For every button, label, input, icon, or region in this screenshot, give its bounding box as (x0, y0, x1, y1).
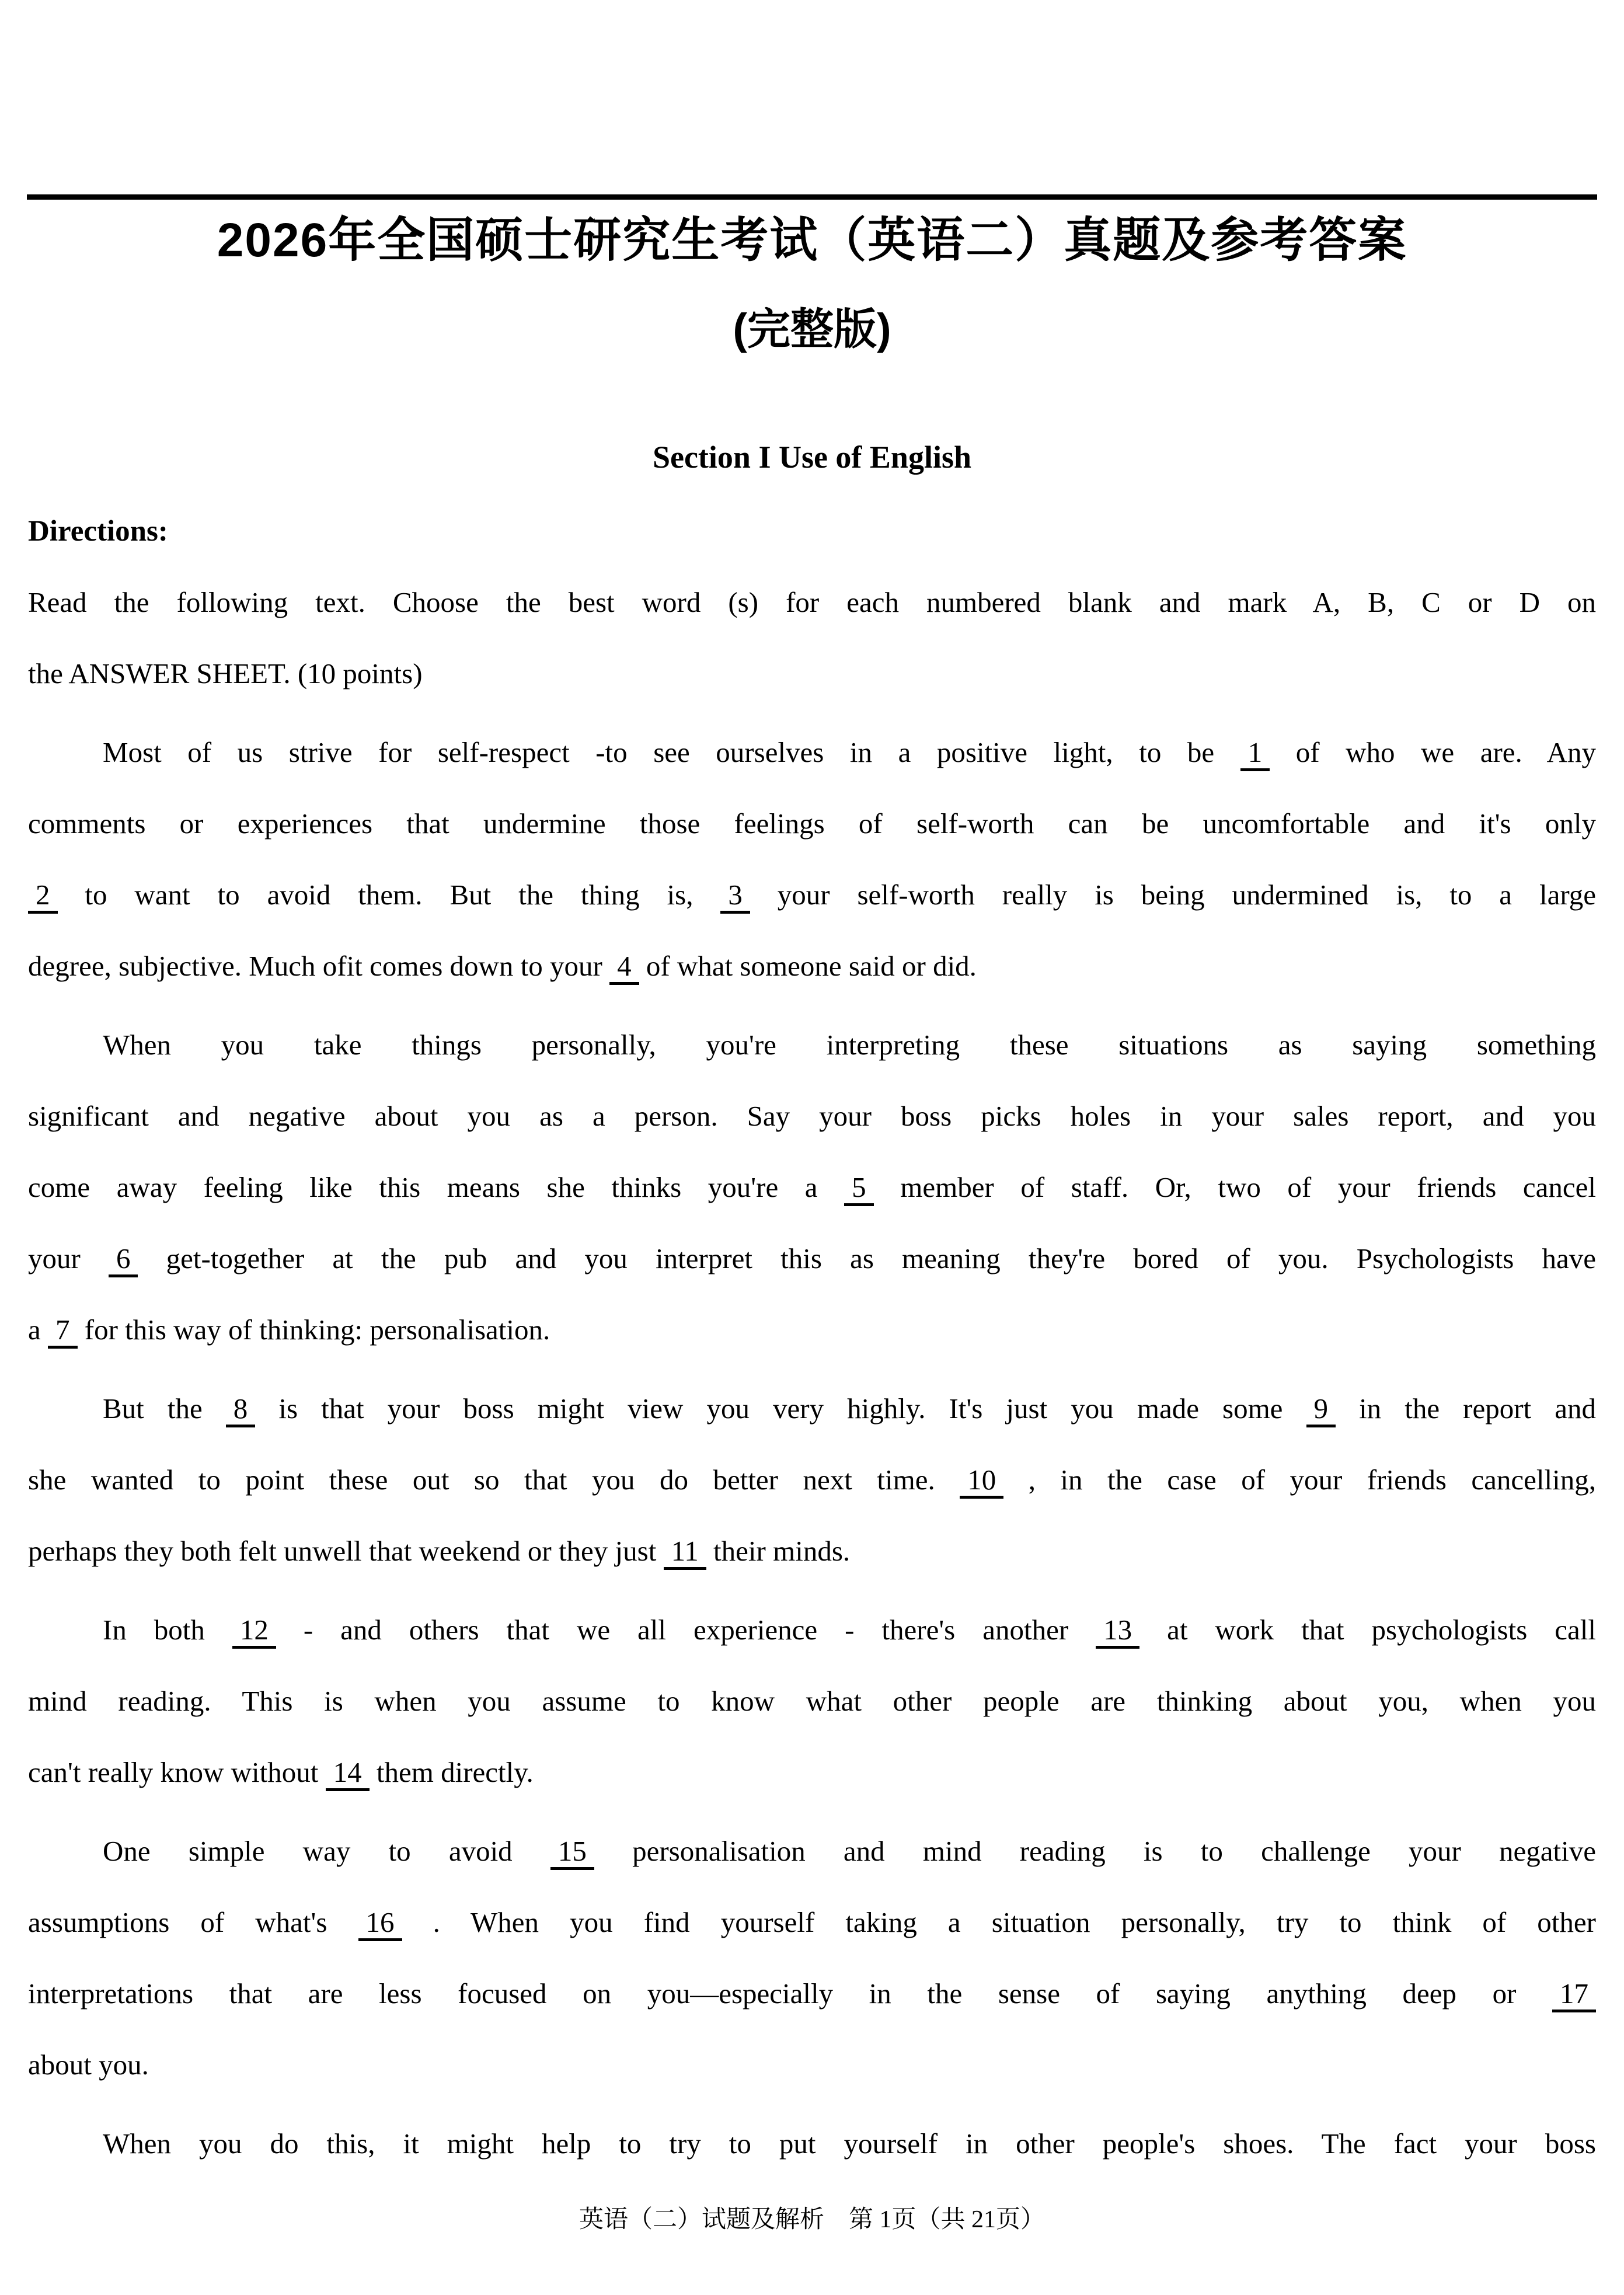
text-segment: is that your boss might view you very highly. It's just you made some (255, 1392, 1306, 1425)
blank-12: 12 (232, 1614, 276, 1649)
blank-8: 8 (226, 1392, 256, 1427)
text-line (28, 1444, 1596, 1516)
text-segment: them directly. (369, 1756, 534, 1788)
text-segment: at work that psychologists call (1139, 1614, 1596, 1646)
text-segment: - and others that we all experience - there's another (276, 1614, 1096, 1646)
text-line (28, 1958, 1596, 2029)
text-line (28, 859, 1596, 931)
text-line (28, 1594, 1596, 1666)
blank-13: 13 (1096, 1614, 1139, 1649)
text-line (28, 1816, 1596, 1887)
body-text (28, 496, 1596, 2179)
text-line (28, 1516, 1596, 1587)
text-segment: . When you find yourself taking a situation personally, try to think of other (402, 1906, 1596, 1938)
page-footer: 英语（二）试题及解析 第 1页（共 21页） (578, 2206, 1045, 2233)
text-segment: personalisation and mind reading is to challenge your negative (594, 1835, 1597, 1867)
blank-15: 15 (550, 1835, 594, 1870)
blank-2: 2 (28, 879, 58, 914)
blank-7: 7 (48, 1314, 78, 1349)
blank-5: 5 (844, 1171, 874, 1206)
blank-14: 14 (326, 1756, 370, 1791)
text-segment: come away feeling like this means she thinks you're a (28, 1171, 845, 1203)
text-segment: interpretations that are less focused on you—especially in the sense of saying anything deep or (28, 1977, 1552, 2010)
text-line (28, 1152, 1596, 1223)
text-segment: your self-worth really is being undermined is, to a large (750, 879, 1596, 911)
directions-label: Directions: (28, 515, 168, 548)
text-segment: Most of us strive for self-respect -to see ourselves in a positive light, to be (103, 736, 1240, 768)
blank-11: 11 (664, 1535, 706, 1570)
text-segment: perhaps they both felt unwell that weekend or they just (28, 1535, 664, 1567)
text-line (28, 567, 1596, 638)
text-line (28, 1666, 1596, 1737)
text-segment: their minds. (706, 1535, 851, 1567)
text-segment: In both (103, 1614, 232, 1646)
document-title: 2026年全国硕士研究生考试（英语二）真题及参考答案 (217, 214, 1407, 267)
text-line (28, 1223, 1596, 1294)
paragraph (28, 567, 1596, 709)
text-segment: a (28, 1314, 48, 1346)
paragraph (28, 2108, 1596, 2179)
text-segment: to want to avoid them. But the thing is, (57, 879, 721, 911)
section-heading: Section I Use of English (652, 440, 972, 475)
text-line (28, 788, 1596, 859)
text-segment: about you. (28, 2049, 149, 2081)
text-segment: significant and negative about you as a person. Say your boss picks holes in your sales report, and you (28, 1100, 1596, 1132)
text-segment: your (28, 1242, 109, 1274)
text-segment: degree, subjective. Much ofit comes down to your (28, 950, 610, 982)
text-line (28, 2108, 1596, 2179)
text-segment: she wanted to point these out so that you do better next time. (28, 1464, 960, 1496)
paragraph (28, 1594, 1596, 1808)
text-line (28, 1009, 1596, 1081)
text-line (28, 2029, 1596, 2101)
text-segment: member of staff. Or, two of your friends cancel (873, 1171, 1596, 1203)
use-of-english-passage (28, 567, 1596, 2179)
blank-4: 4 (609, 950, 639, 985)
text-segment: When you do this, it might help to try to put yourself in other people's shoes. The fact your boss (103, 2127, 1596, 2160)
text-segment: can't really know without (28, 1756, 326, 1788)
blank-10: 10 (960, 1464, 1003, 1499)
text-segment: assumptions of what's (28, 1906, 358, 1938)
text-segment: mind reading. This is when you assume to know what other people are thinking about you, when you (28, 1685, 1596, 1717)
text-line (28, 638, 1596, 709)
text-line (28, 1737, 1596, 1808)
paragraph (28, 1009, 1596, 1366)
document-subtitle: (完整版) (733, 305, 891, 353)
paragraph (28, 717, 1596, 1002)
text-segment: One simple way to avoid (103, 1835, 550, 1867)
text-line (28, 1887, 1596, 1958)
text-segment: comments or experiences that undermine those feelings of self-worth can be uncomfortable and it's only (28, 807, 1596, 840)
blank-17: 17 (1552, 1977, 1596, 2012)
blank-3: 3 (720, 879, 750, 914)
text-line (28, 1081, 1596, 1152)
text-segment: Read the following text. Choose the best word (s) for each numbered blank and mark A, B, C or D on (28, 586, 1596, 618)
text-segment: for this way of thinking: personalisation. (77, 1314, 550, 1346)
blank-9: 9 (1306, 1392, 1336, 1427)
header-horizontal-rule (27, 194, 1597, 200)
text-segment: , in the case of your friends cancelling, (1003, 1464, 1597, 1496)
blank-16: 16 (358, 1906, 402, 1941)
text-segment: When you take things personally, you're interpreting these situations as saying something (103, 1029, 1596, 1061)
text-line (28, 717, 1596, 788)
text-line (28, 1294, 1596, 1366)
text-segment: But the (103, 1392, 226, 1425)
paragraph (28, 1816, 1596, 2101)
text-segment: the ANSWER SHEET. (10 points) (28, 657, 423, 689)
paragraph (28, 1373, 1596, 1587)
text-line (28, 931, 1596, 1002)
text-segment: in the report and (1336, 1392, 1596, 1425)
text-line (28, 1373, 1596, 1444)
blank-6: 6 (109, 1242, 138, 1277)
text-segment: get-together at the pub and you interpret this as meaning they're bored of you. Psychologists have (138, 1242, 1596, 1274)
blank-1: 1 (1240, 736, 1270, 771)
text-segment: of what someone said or did. (639, 950, 977, 982)
text-segment: of who we are. Any (1270, 736, 1597, 768)
